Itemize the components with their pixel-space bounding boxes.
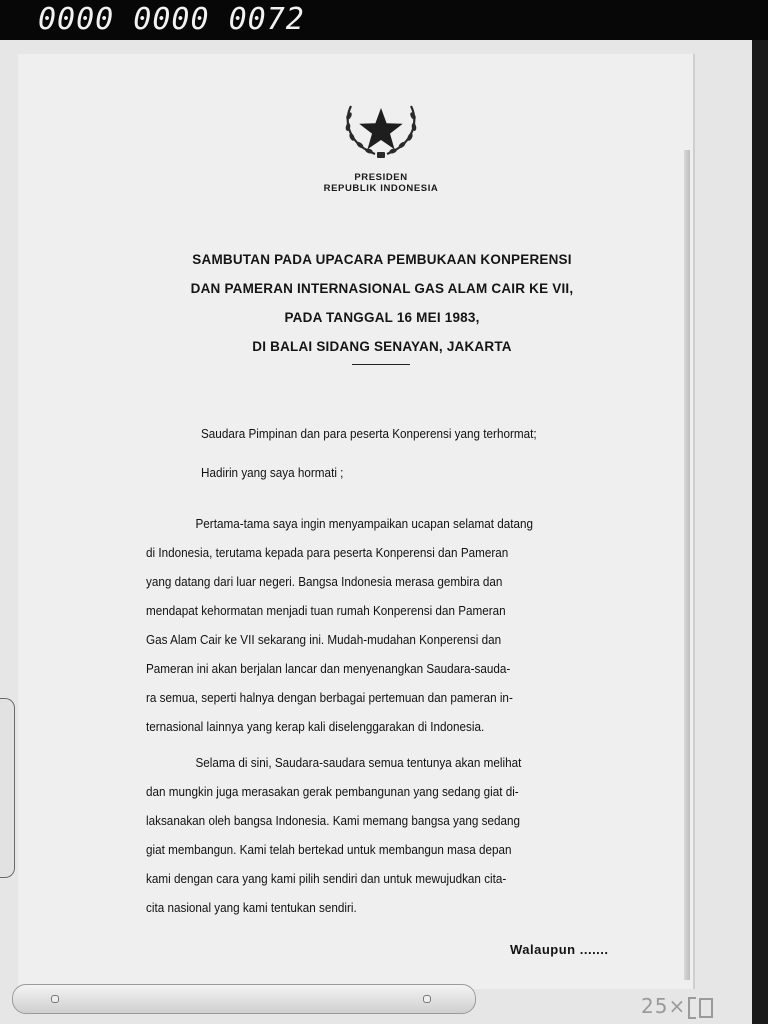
reduction-box-icon: [699, 998, 713, 1018]
paragraph-line: Gas Alam Cair ke VII sekarang ini. Mudah-mudahan Konperensi dan: [146, 632, 502, 647]
paragraph-line: yang datang dari luar negeri. Bangsa Indonesia merasa gembira dan: [146, 574, 503, 589]
paragraph-line: Pameran ini akan berjalan lancar dan menyenangkan Saudara-sauda-: [146, 661, 511, 676]
paragraph-line: Selama di sini, Saudara-saudara semua tentunya akan melihat: [195, 755, 522, 770]
title-underline: [352, 364, 410, 365]
reduction-ratio: [641, 994, 713, 1019]
continuation-word: Walaupun .......: [510, 942, 609, 957]
reduction-mark-icon: [688, 997, 696, 1019]
paragraph-line: dan mungkin juga merasakan gerak pembangunan yang sedang giat di-: [146, 784, 519, 799]
title-line: PADA TANGGAL 16 MEI 1983,: [284, 310, 480, 325]
title-line: SAMBUTAN PADA UPACARA PEMBUKAAN KONPERENSI: [192, 252, 572, 267]
paragraph-line: mendapat kehormatan menjadi tuan rumah Konperensi dan Pameran: [146, 603, 506, 618]
paragraph-line: ternasional lainnya yang kerap kali diselenggarakan di Indonesia.: [146, 719, 485, 734]
paragraph-line: di Indonesia, terutama kepada para peserta Konperensi dan Pameran: [146, 545, 509, 560]
letterhead-line-1: PRESIDEN: [354, 172, 408, 183]
title-line: DI BALAI SIDANG SENAYAN, JAKARTA: [252, 339, 512, 354]
presidential-emblem-icon: [339, 94, 423, 160]
greeting: Hadirin yang saya hormati ;: [201, 465, 344, 480]
document-page: [18, 54, 695, 989]
letterhead-line-2: REPUBLIK INDONESIA: [323, 183, 439, 194]
film-header-bar: [0, 0, 768, 42]
page-edge-shadow: [684, 150, 690, 980]
letterhead: [281, 172, 481, 194]
paragraph-line: ra semua, seperti halnya dengan berbagai pertemuan dan pameran in-: [146, 690, 513, 705]
paragraph-line: Pertama-tama saya ingin menyampaikan ucapan selamat datang: [195, 516, 534, 531]
paragraph-2: [146, 748, 596, 922]
paragraph-line: cita nasional yang kami tentukan sendiri.: [146, 900, 357, 915]
sheet-shadow: [752, 40, 768, 1024]
paragraph-1: [146, 509, 596, 741]
paragraph-line: kami dengan cara yang kami pilih sendiri dan untuk mewujudkan cita-: [146, 871, 507, 886]
film-frame-id: 0000 0000 0072: [38, 2, 305, 37]
film-reel-strip: [12, 984, 476, 1014]
salutation: Saudara Pimpinan dan para peserta Konperensi yang terhormat;: [201, 426, 537, 441]
binder-clip: [0, 698, 15, 878]
speech-title: [158, 245, 606, 361]
paragraph-line: giat membangun. Kami telah bertekad untuk membangun masa depan: [146, 842, 512, 857]
title-line: DAN PAMERAN INTERNASIONAL GAS ALAM CAIR KE VII,: [190, 281, 574, 296]
reduction-ratio-text: 25×: [641, 994, 687, 1018]
reel-hole: [423, 995, 431, 1003]
paragraph-line: laksanakan oleh bangsa Indonesia. Kami memang bangsa yang sedang: [146, 813, 521, 828]
reel-hole: [51, 995, 59, 1003]
